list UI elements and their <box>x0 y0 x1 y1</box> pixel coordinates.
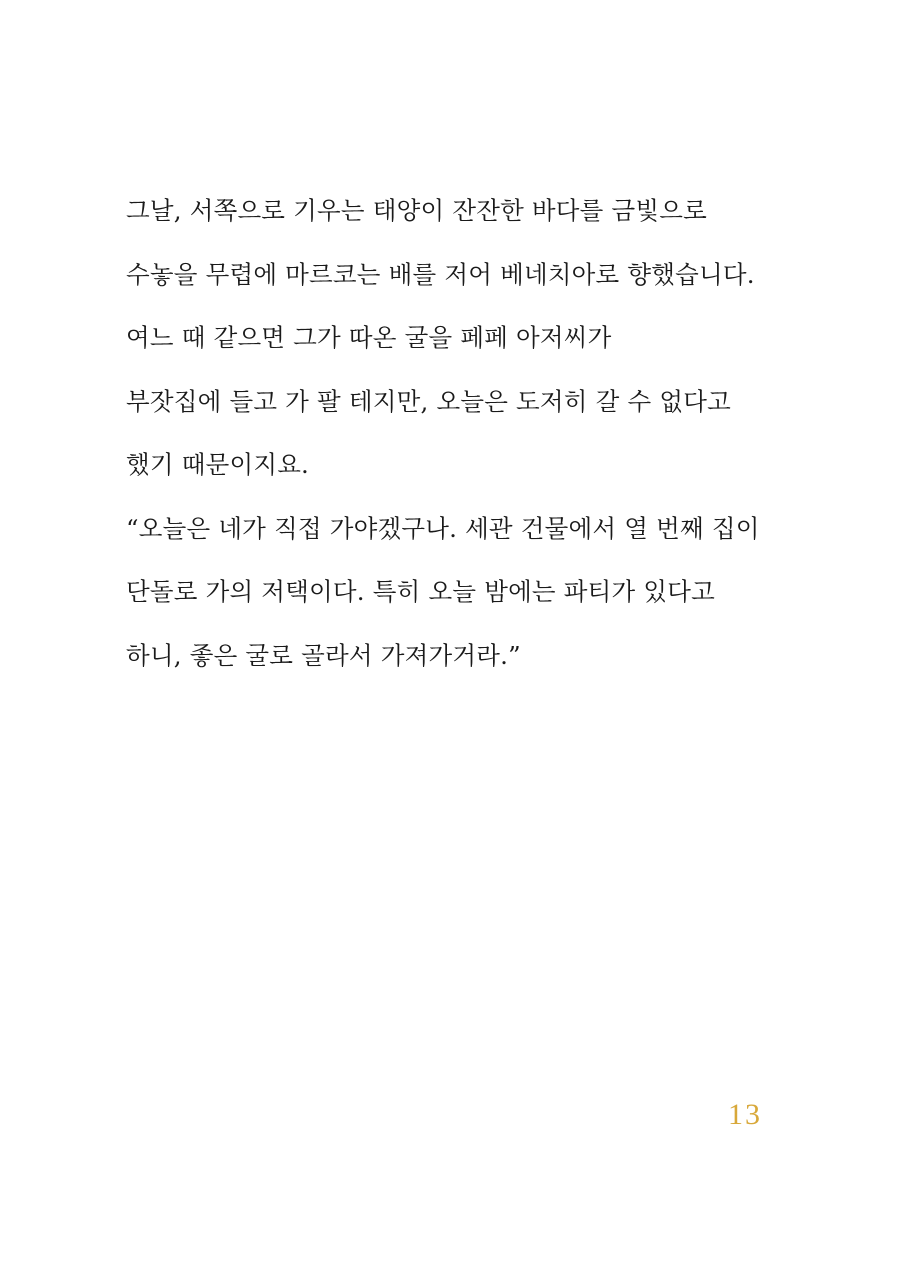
page-number: 13 <box>728 1098 762 1131</box>
text-line-2: 수놓을 무렵에 마르코는 배를 저어 베네치아로 향했습니다. <box>126 259 755 289</box>
text-line-6: “오늘은 네가 직접 가야겠구나. 세관 건물에서 열 번째 집이 <box>126 513 760 543</box>
story-text <box>126 186 786 694</box>
text-line-8: 하니, 좋은 굴로 골라서 가져가거라.” <box>126 640 521 670</box>
text-line-7: 단돌로 가의 저택이다. 특히 오늘 밤에는 파티가 있다고 <box>126 577 715 606</box>
text-line-3: 여느 때 같으면 그가 따온 굴을 페페 아저씨가 <box>126 323 612 352</box>
text-line-4: 부잣집에 들고 가 팔 테지만, 오늘은 도저히 갈 수 없다고 <box>126 386 731 416</box>
text-line-1: 그날, 서쪽으로 기우는 태양이 잔잔한 바다를 금빛으로 <box>126 196 707 225</box>
text-line-5: 했기 때문이지요. <box>126 450 310 479</box>
